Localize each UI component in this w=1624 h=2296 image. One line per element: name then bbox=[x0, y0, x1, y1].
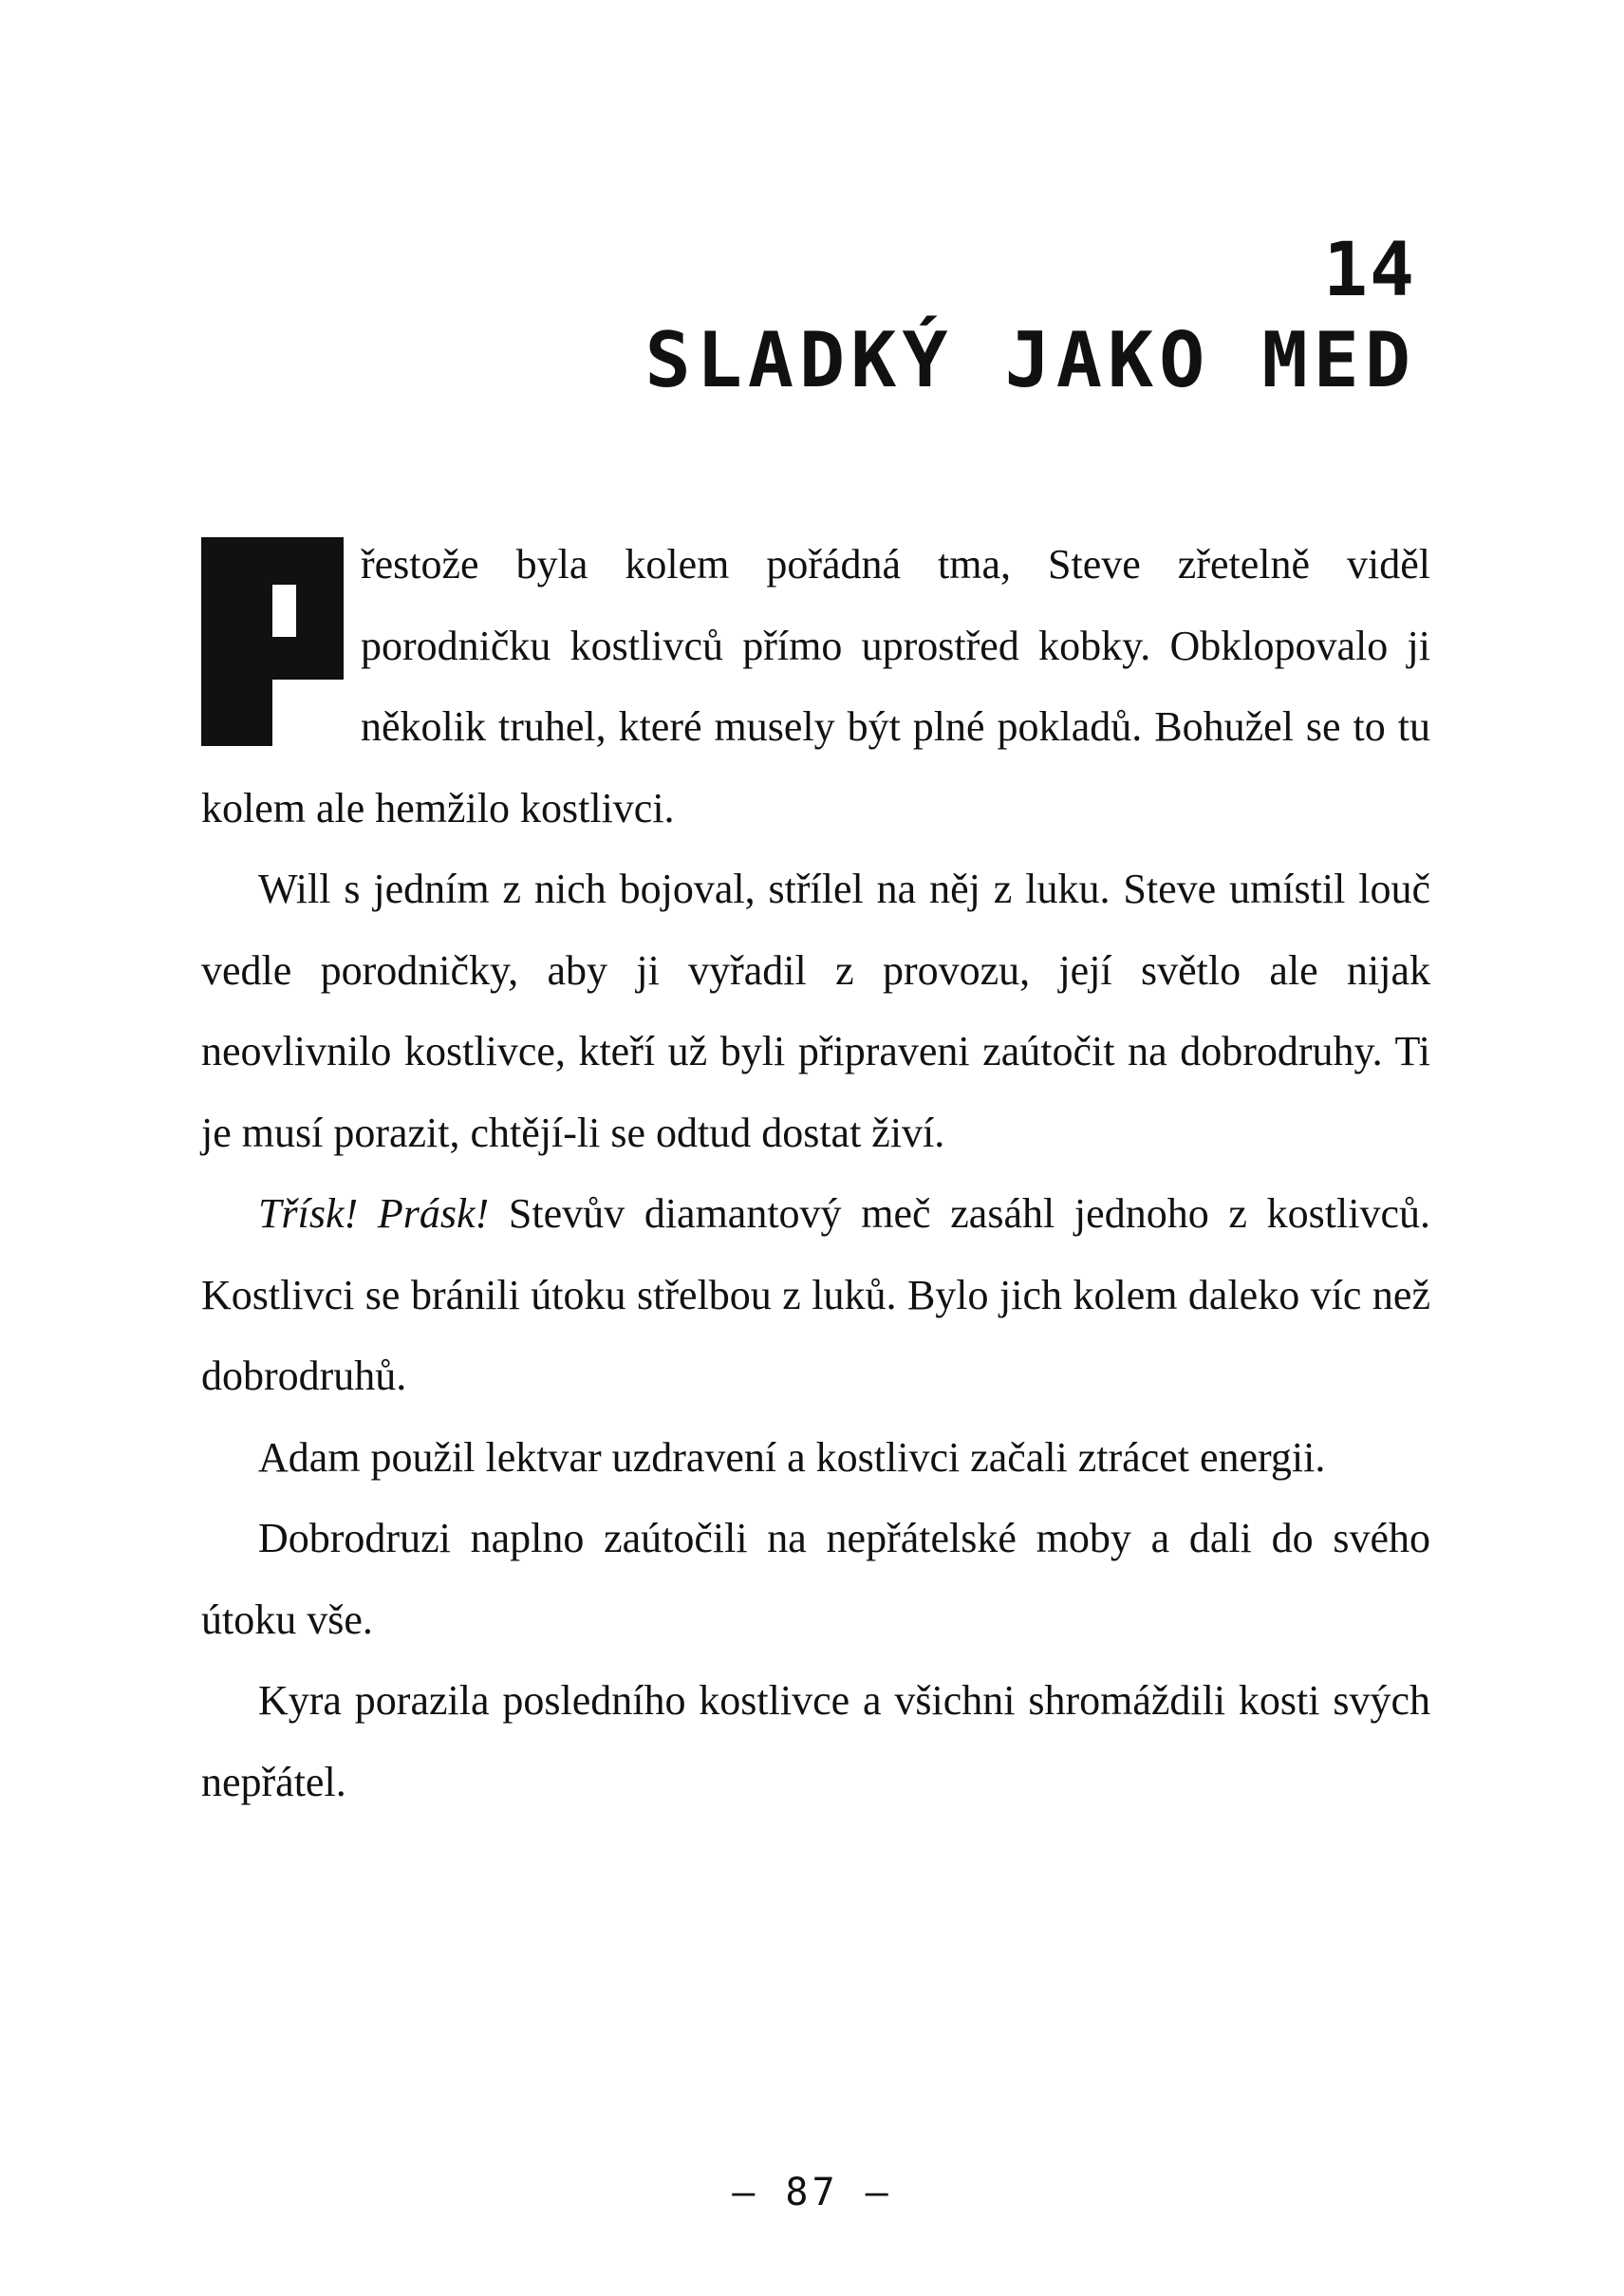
drop-cap-pixel-letter-icon bbox=[201, 537, 344, 746]
chapter-title: SLADKÝ JAKO MED bbox=[644, 316, 1416, 404]
paragraph-5: Dobrodruzi naplno zaútočili na nepřátelské moby a dali do svého útoku vše. bbox=[201, 1515, 1430, 1643]
chapter-header bbox=[645, 228, 1416, 408]
paragraph-1-text: řestože byla kolem pořádná tma, Steve zřetelně viděl porodničku kostlivců přímo uprostřed kobky. Obklopovalo ji několik truhel, které musely být plné pokladů. Bohužel se to tu kolem ale hemžilo kostlivci. bbox=[201, 541, 1430, 831]
drop-cap bbox=[201, 537, 344, 746]
paragraph-6: Kyra porazila posledního kostlivce a všichni shromáždili kosti svých nepřátel. bbox=[201, 1677, 1430, 1805]
chapter-number: 14 bbox=[1323, 228, 1416, 313]
paragraph-4: Adam použil lektvar uzdravení a kostlivci začali ztrácet energii. bbox=[258, 1433, 1326, 1481]
interjection: Třísk! Prásk! bbox=[258, 1190, 490, 1237]
paragraph-2: Will s jedním z nich bojoval, střílel na něj z luku. Steve umístil louč vedle porodničky, aby ji vyřadil z provozu, její světlo ale nijak neovlivnilo kostlivce, kteří už byli připraveni zaútočit na dobrodruhy. Ti je musí porazit, chtějí-li se odtud dostat živí. bbox=[201, 866, 1430, 1156]
page-number: – 87 – bbox=[732, 2171, 892, 2214]
paragraph-1 bbox=[201, 524, 1430, 849]
paragraph-3-text: Stevův diamantový meč zasáhl jednoho z kostlivců. Kostlivci se bránili útoku střelbou z luků. Bylo jich kolem daleko víc než dobrodruhů. bbox=[201, 1190, 1430, 1399]
chapter-body bbox=[201, 524, 1430, 1822]
paragraph-3 bbox=[201, 1173, 1430, 1417]
